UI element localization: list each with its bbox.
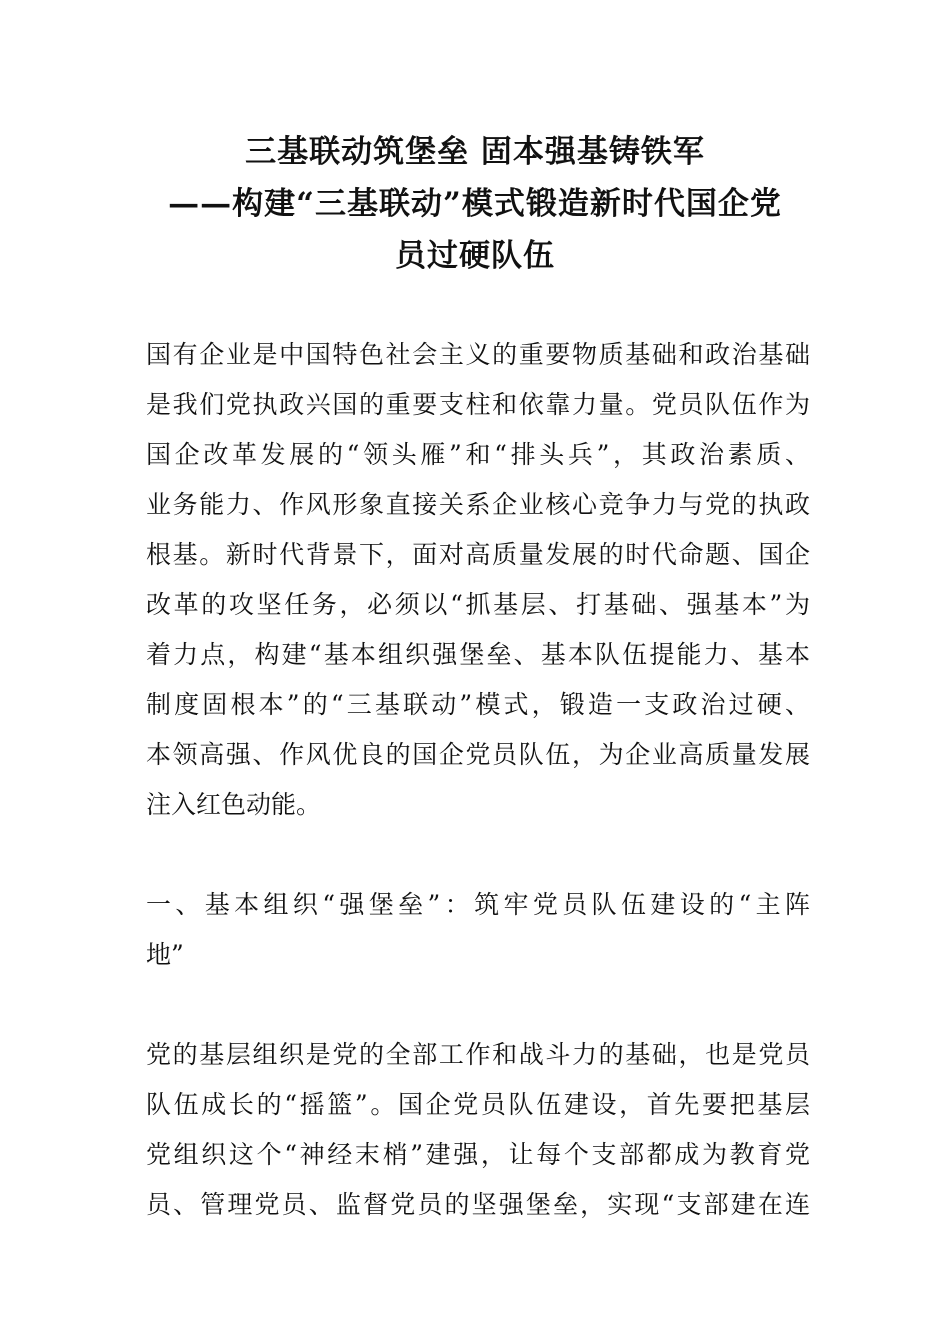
section-heading (146, 880, 810, 980)
paragraph-gap (146, 980, 810, 1030)
paragraph-gap (146, 830, 810, 880)
title-line-2: ——构建“三基联动”模式锻造新时代国企党 (168, 186, 782, 222)
intro-paragraph (146, 330, 810, 830)
paragraph-line: 制度固根本”的“三基联动”模式，锻造一支政治过硬、 (146, 690, 810, 719)
heading-line: 一、基本组织“强堡垒”：筑牢党员队伍建设的“主阵 (146, 890, 810, 919)
paragraph-line: 员、管理党员、监督党员的坚强堡垒，实现“支部建在连 (146, 1190, 810, 1219)
paragraph-line: 本领高强、作风优良的国企党员队伍，为企业高质量发展 (146, 740, 810, 769)
title-line-3: 员过硬队伍 (395, 238, 555, 274)
paragraph-line: 国有企业是中国特色社会主义的重要物质基础和政治基础 (146, 340, 810, 369)
paragraph-line: 着力点，构建“基本组织强堡垒、基本队伍提能力、基本 (146, 640, 810, 669)
paragraph-line: 国企改革发展的“领头雁”和“排头兵”，其政治素质、 (146, 440, 810, 469)
paragraph-line: 是我们党执政兴国的重要支柱和依靠力量。党员队伍作为 (146, 390, 810, 419)
paragraph-line: 党组织这个“神经末梢”建强，让每个支部都成为教育党 (146, 1140, 810, 1169)
title-line-1: 三基联动筑堡垒 固本强基铸铁军 (245, 134, 705, 170)
heading-line: 地” (146, 940, 184, 969)
section-paragraph (146, 1030, 810, 1230)
paragraph-line: 队伍成长的“摇篮”。国企党员队伍建设，首先要把基层 (146, 1090, 810, 1119)
paragraph-line: 注入红色动能。 (146, 790, 322, 819)
paragraph-line: 改革的攻坚任务，必须以“抓基层、打基础、强基本”为 (146, 590, 810, 619)
paragraph-line: 党的基层组织是党的全部工作和战斗力的基础，也是党员 (146, 1040, 810, 1069)
document-title (130, 126, 820, 282)
document-body (146, 330, 810, 1230)
paragraph-line: 根基。新时代背景下，面对高质量发展的时代命题、国企 (146, 540, 810, 569)
paragraph-line: 业务能力、作风形象直接关系企业核心竞争力与党的执政 (146, 490, 810, 519)
